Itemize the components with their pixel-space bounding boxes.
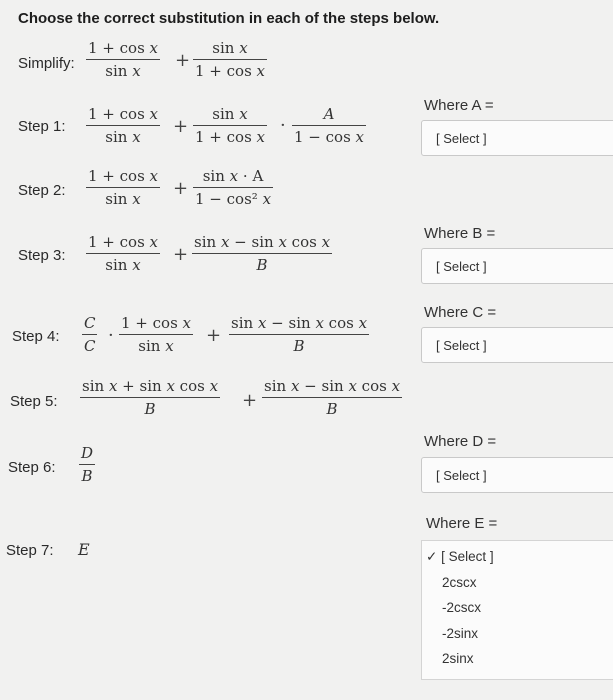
- denominator: 1 + cos x: [195, 128, 266, 146]
- select-a-dropdown[interactable]: [421, 120, 613, 156]
- denominator: sin x: [138, 337, 174, 355]
- step-4-label: Step 4:: [12, 328, 60, 345]
- step-3-label: Step 3:: [18, 247, 66, 264]
- instructions-title: Choose the correct substitution in each of the steps below.: [18, 10, 440, 27]
- denominator: sin x: [105, 190, 141, 208]
- plus-operator: +: [175, 50, 191, 71]
- denominator: sin x: [105, 62, 141, 80]
- dropdown-option-neg-2sinx[interactable]: -2sinx: [442, 626, 479, 641]
- denominator: B: [256, 256, 268, 274]
- dropdown-option-2sinx[interactable]: 2sinx: [442, 651, 474, 666]
- numerator: C: [84, 314, 96, 332]
- step-1-fraction-1: [86, 104, 160, 147]
- denominator: B: [326, 400, 338, 418]
- denominator: B: [293, 337, 305, 355]
- numerator: sin x − sin x cos x: [231, 314, 368, 332]
- select-a-value: [ Select ]: [436, 131, 487, 146]
- step-5-fraction-2: [262, 376, 402, 419]
- select-d-value: [ Select ]: [436, 468, 487, 483]
- where-c-label: Where C =: [424, 304, 497, 321]
- step-7-label: Step 7:: [6, 542, 54, 559]
- plus-operator: +: [206, 325, 222, 346]
- numerator: A: [323, 105, 335, 123]
- step-1-label: Step 1:: [18, 118, 66, 135]
- plus-operator: +: [173, 178, 189, 199]
- step-7-expression: E: [78, 540, 90, 559]
- where-b-label: Where B =: [424, 225, 496, 242]
- numerator: 1 + cos x: [121, 314, 192, 332]
- simplify-label: Simplify:: [18, 55, 75, 72]
- where-d-label: Where D =: [424, 433, 497, 450]
- step-5-fraction-1: [80, 376, 220, 419]
- step-3-fraction-1: [86, 232, 160, 275]
- numerator: sin x · A: [202, 167, 264, 185]
- numerator: sin x: [212, 105, 248, 123]
- dropdown-option-select[interactable]: [426, 549, 494, 565]
- denominator: 1 + cos x: [195, 62, 266, 80]
- numerator: sin x − sin x cos x: [194, 233, 331, 251]
- plus-operator: +: [173, 244, 189, 265]
- numerator: 1 + cos x: [88, 105, 159, 123]
- step-1-fraction-3: [292, 104, 366, 147]
- denominator: C: [84, 337, 96, 355]
- select-b-value: [ Select ]: [436, 259, 487, 274]
- step-4-fraction-1: [119, 313, 193, 356]
- step-1-fraction-2: [193, 104, 267, 147]
- option-label: [ Select ]: [441, 549, 494, 564]
- where-e-label: Where E =: [426, 515, 498, 532]
- step-2-label: Step 2:: [18, 182, 66, 199]
- select-c-dropdown[interactable]: [421, 327, 613, 363]
- denominator: sin x: [105, 256, 141, 274]
- plus-operator: +: [242, 390, 258, 411]
- step-2-fraction-2: [193, 166, 273, 209]
- denominator: 1 − cos x: [294, 128, 365, 146]
- numerator: 1 + cos x: [88, 167, 159, 185]
- dot-operator: ·: [280, 115, 286, 136]
- plus-operator: +: [173, 116, 189, 137]
- step-3-fraction-2: [192, 232, 332, 275]
- denominator: B: [144, 400, 156, 418]
- step-4-fraction-2: [229, 313, 369, 356]
- step-5-label: Step 5:: [10, 393, 58, 410]
- dropdown-option-2cscx[interactable]: 2cscx: [442, 575, 477, 590]
- denominator: sin x: [105, 128, 141, 146]
- where-a-label: Where A =: [424, 97, 494, 114]
- step-6-label: Step 6:: [8, 459, 56, 476]
- numerator: sin x + sin x cos x: [82, 377, 219, 395]
- simplify-fraction-1: [86, 38, 160, 81]
- numerator: sin x: [212, 39, 248, 57]
- step-2-fraction-1: [86, 166, 160, 209]
- numerator: D: [81, 444, 94, 462]
- numerator: sin x − sin x cos x: [264, 377, 401, 395]
- denominator: 1 − cos² x: [195, 190, 272, 208]
- step-4-fraction-c: [82, 313, 97, 356]
- dot-operator: ·: [108, 325, 114, 346]
- numerator: 1 + cos x: [88, 233, 159, 251]
- simplify-fraction-2: [193, 38, 267, 81]
- select-e-dropdown-menu: [421, 540, 613, 680]
- step-6-fraction: [79, 443, 95, 486]
- select-d-dropdown[interactable]: [421, 457, 613, 493]
- dropdown-option-neg-2cscx[interactable]: -2cscx: [442, 600, 482, 615]
- select-c-value: [ Select ]: [436, 338, 487, 353]
- numerator: 1 + cos x: [88, 39, 159, 57]
- select-b-dropdown[interactable]: [421, 248, 613, 284]
- denominator: B: [81, 467, 93, 485]
- check-icon: ✓: [426, 549, 438, 564]
